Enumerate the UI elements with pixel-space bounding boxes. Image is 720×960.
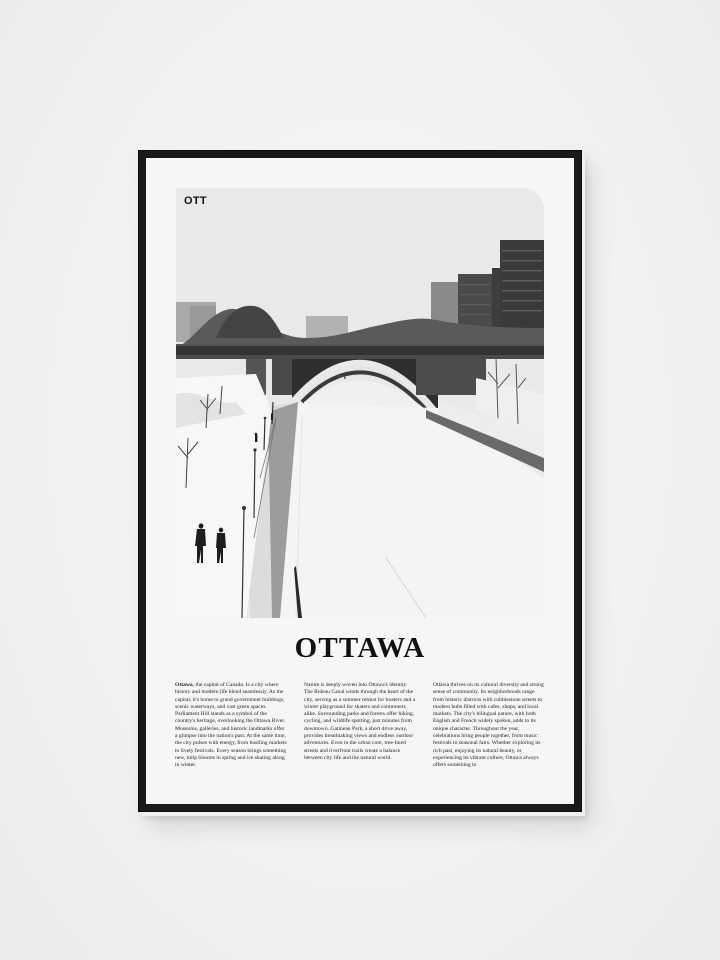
column-lead: Ottawa xyxy=(175,682,193,688)
text-column-1 xyxy=(175,682,287,770)
canal-photo xyxy=(176,188,544,618)
city-code-badge: OTT xyxy=(184,195,207,207)
column-text: Ottawa thrives on its cultural diversity and strong sense of community. Its neighborhoods range from historic districts with cobblestone streets to modern hubs filled with cafes, shops, and local markets. The city's bilingual nature, with both English and French widely spoken, adds to its unique character. Throughout the year, celebrations bring people together, from music festivals to seasonal fairs. Whether exploring its rich past, enjoying its natural beauty, or experiencing its vibrant culture, Ottawa always offers something to xyxy=(433,682,544,769)
city-title: OTTAWA xyxy=(294,632,426,664)
text-column-3 xyxy=(433,682,545,770)
column-text: , the capital of Canada. Is a city where history and modern life blend seamlessly. As the capital, it's home to grand government buildings, scenic waterways, and vast green spaces. Parliament Hill stands as a symbol of the country's heritage, overlooking the Ottawa River. Museums, galleries, and historic landmarks offer a glimpse into the nation's past. At the same time, the city pulses with energy, from bustling markets to lively festivals. Every season brings something new, tulip blooms in spring and ice skating along in winter. xyxy=(175,682,287,769)
text-column-2 xyxy=(304,682,416,762)
column-text: Nature is deeply woven into Ottawa's identity. The Rideau Canal winds through the heart of the city, serving as a summer retreat for boaters and a winter playground for skaters and commuters alike. Surrounding parks and forests offer hiking, cycling, and wildlife spotting, just minutes from downtown. Gatineau Park, a short drive away, provides breathtaking views and endless outdoor adventures. Even in the urban core, tree-lined streets and riverfront trails create a balance between city life and the natural world. xyxy=(304,682,416,761)
